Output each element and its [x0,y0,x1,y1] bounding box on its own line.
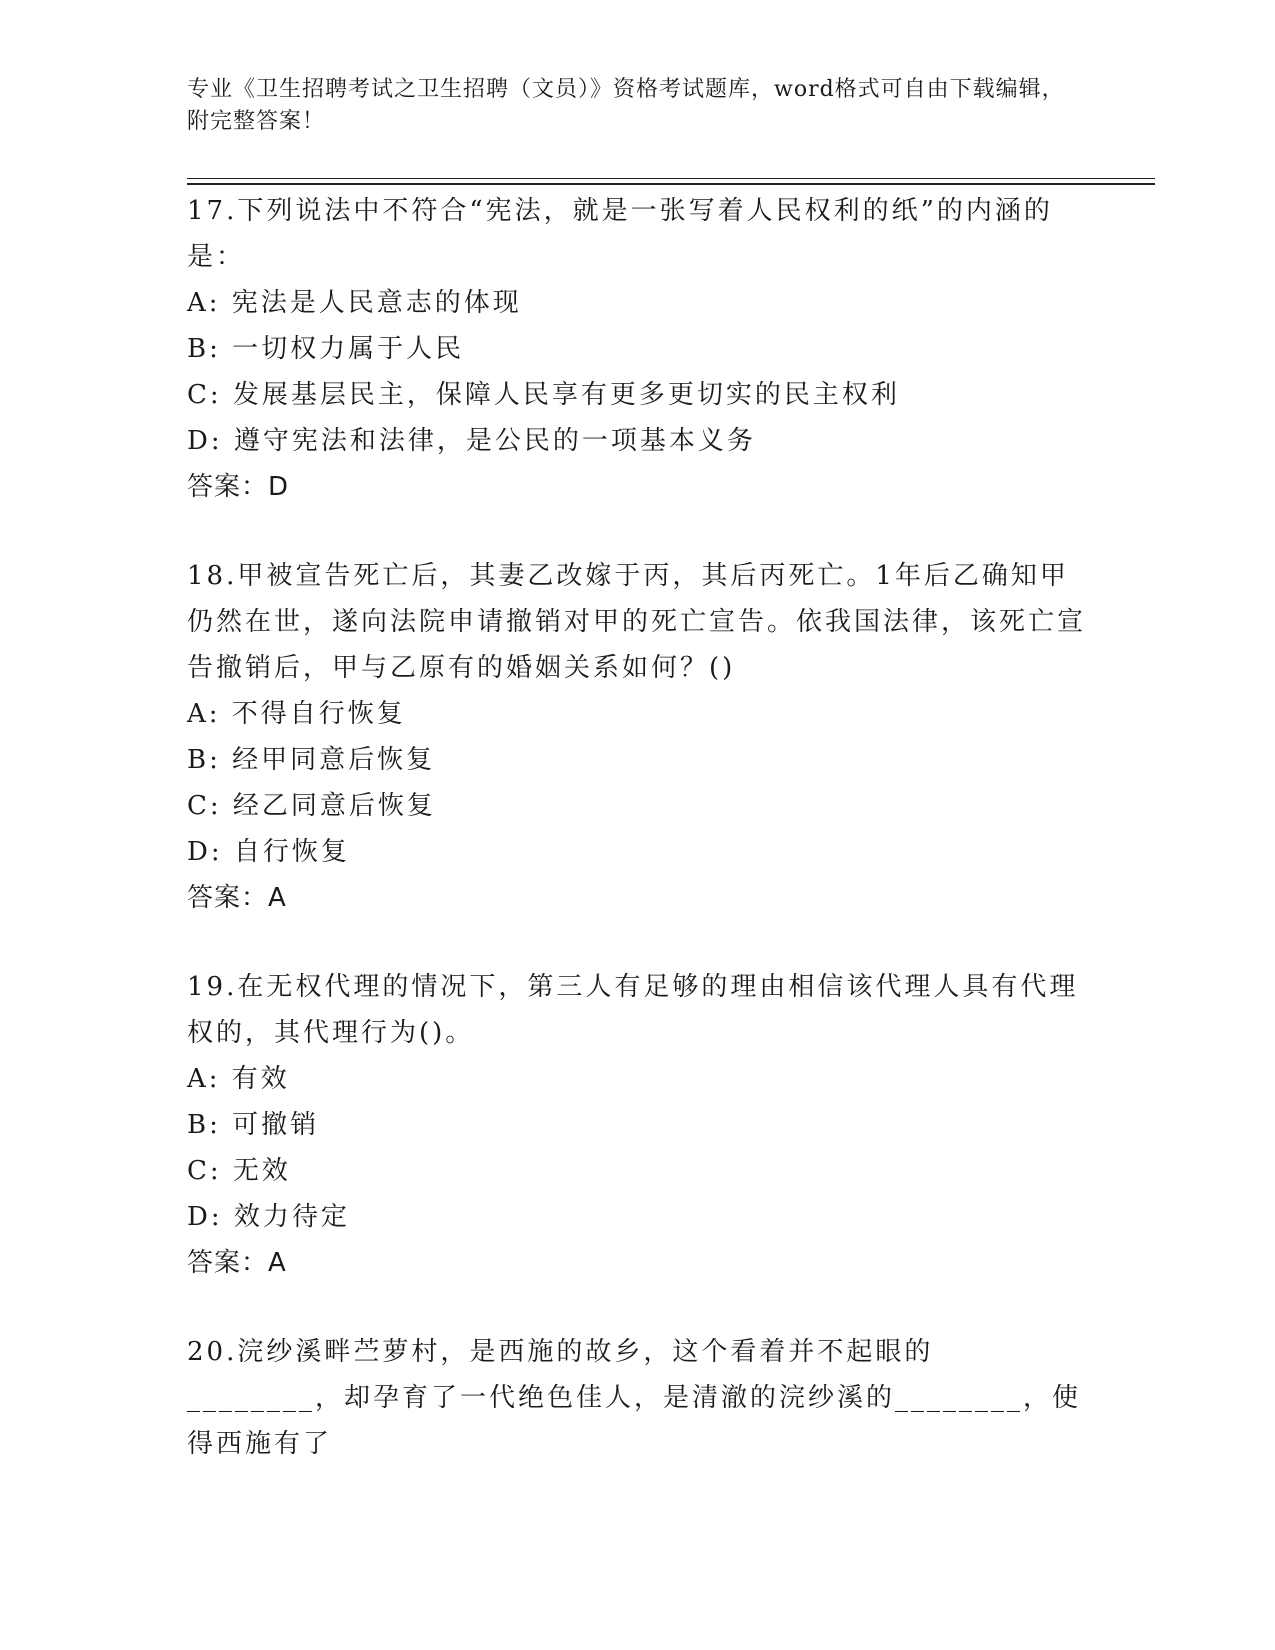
option-a: A: 宪法是人民意志的体现 [187,288,522,318]
document-header: 专业《卫生招聘考试之卫生招聘（文员）》资格考试题库，word格式可自由下载编辑，附完整答案！ [187,77,1065,134]
option-a: A: 不得自行恢复 [187,699,406,729]
question-20 [187,1329,1087,1467]
option-b: B: 可撤销 [187,1110,320,1140]
option-c: C: 经乙同意后恢复 [187,791,436,821]
question-stem: 18.甲被宣告死亡后，其妻乙改嫁于丙，其后丙死亡。1年后乙确知甲仍然在世，遂向法院申请撤销对甲的死亡宣告。依我国法律，该死亡宣告撤销后，甲与乙原有的婚姻关系如何？() [187,561,1087,683]
answer-line: 答案：D [187,472,290,502]
question-19 [187,964,1087,1286]
option-c: C: 发展基层民主，保障人民享有更多更切实的民主权利 [187,380,900,410]
question-list [187,188,1087,1510]
option-b: B: 经甲同意后恢复 [187,745,436,775]
option-a: A: 有效 [187,1064,290,1094]
option-c: C: 无效 [187,1156,291,1186]
header-divider-thick [187,183,1155,185]
question-18 [187,553,1087,921]
option-d: D: 效力待定 [187,1202,350,1232]
answer-line: 答案：A [187,1248,287,1278]
question-stem: 17.下列说法中不符合“宪法，就是一张写着人民权利的纸”的内涵的是： [187,196,1053,272]
option-d: D: 自行恢复 [187,837,350,867]
answer-line: 答案：A [187,883,287,913]
question-stem: 19.在无权代理的情况下，第三人有足够的理由相信该代理人具有代理权的，其代理行为()。 [187,972,1079,1048]
question-stem: 20.浣纱溪畔苎萝村，是西施的故乡，这个看着并不起眼的________，却孕育了一代绝色佳人，是清澈的浣纱溪的________，使得西施有了 [187,1337,1082,1459]
option-d: D: 遵守宪法和法律，是公民的一项基本义务 [187,426,756,456]
option-b: B: 一切权力属于人民 [187,334,465,364]
header-divider-thin [187,178,1155,179]
question-17 [187,188,1087,510]
